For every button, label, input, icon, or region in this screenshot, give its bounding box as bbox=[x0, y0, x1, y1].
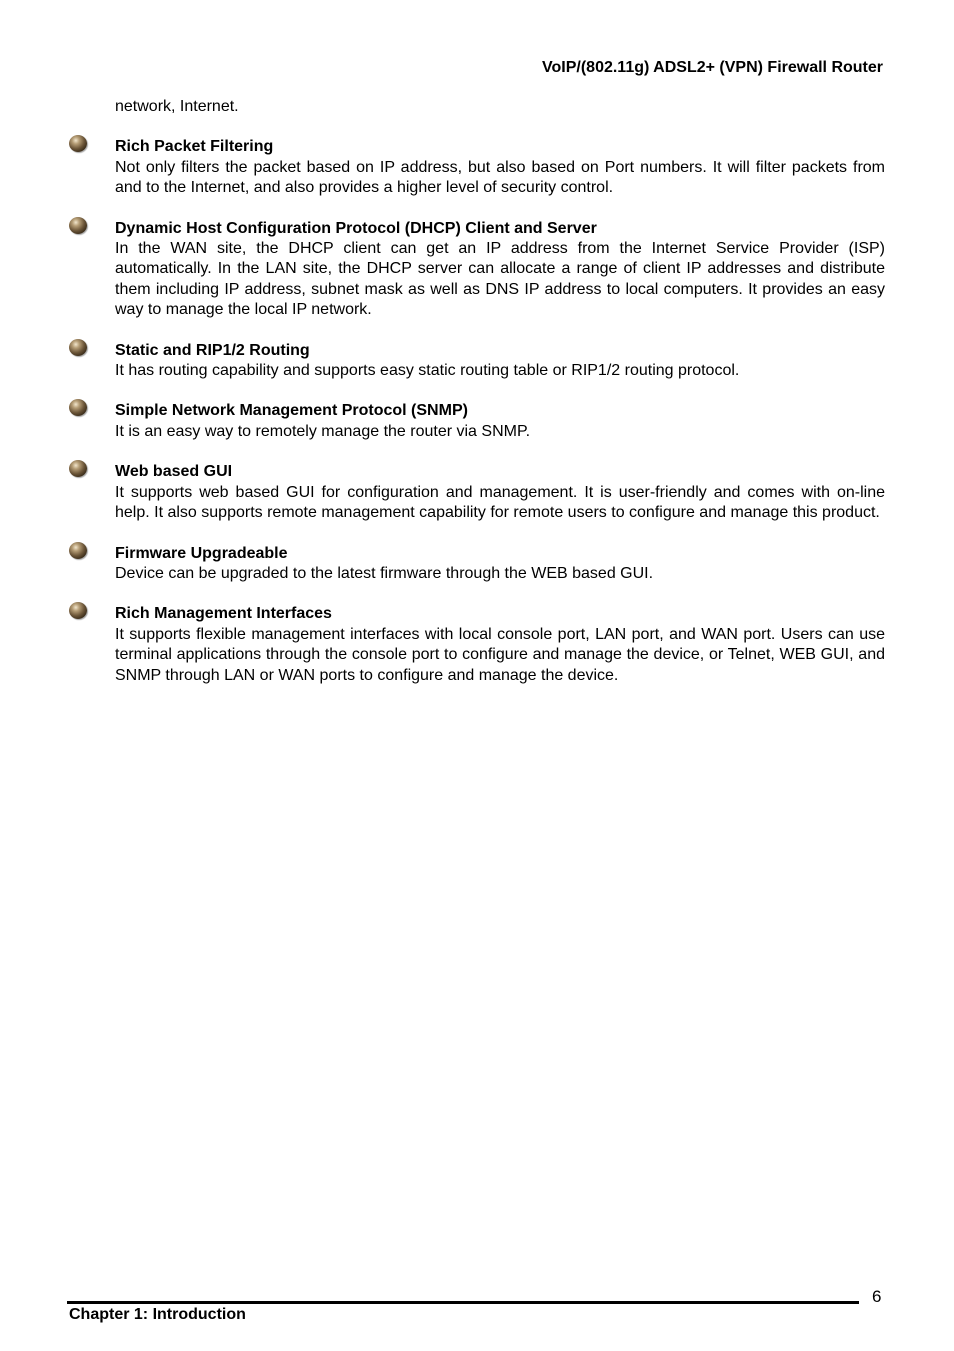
page-number: 6 bbox=[872, 1287, 882, 1306]
footer-chapter-label: Chapter 1: Introduction bbox=[69, 1306, 246, 1323]
feature-title: Firmware Upgradeable bbox=[115, 544, 288, 562]
feature-title: Static and RIP1/2 Routing bbox=[115, 341, 310, 359]
feature-description: Device can be upgraded to the latest firmware through the WEB based GUI. bbox=[115, 564, 654, 582]
footer-divider bbox=[67, 1301, 859, 1304]
feature-item bbox=[115, 137, 885, 198]
feature-description: It is an easy way to remotely manage the router via SNMP. bbox=[115, 422, 531, 440]
feature-title: Dynamic Host Configuration Protocol (DHCP) Client and Server bbox=[115, 219, 597, 237]
page-content bbox=[115, 97, 885, 706]
feature-description: In the WAN site, the DHCP client can get an IP address from the Internet Service Provider (ISP) automatically. In the LAN site, the DHCP server can allocate a range of client IP addresses and distribute them including IP address, subnet mask as well as DNS IP address to local computers. It provides an easy way to manage the local IP network. bbox=[115, 240, 885, 319]
feature-title: Simple Network Management Protocol (SNMP) bbox=[115, 402, 468, 420]
bullet-sphere-icon bbox=[69, 135, 87, 152]
intro-text: network, Internet. bbox=[115, 98, 239, 115]
bullet-sphere-icon bbox=[69, 339, 87, 356]
running-header: VoIP/(802.11g) ADSL2+ (VPN) Firewall Router bbox=[542, 59, 883, 76]
bullet-sphere-icon bbox=[69, 217, 87, 234]
feature-description: Not only filters the packet based on IP address, but also based on Port numbers. It will filter packets from and to the Internet, and also provides a higher level of security control. bbox=[115, 158, 885, 197]
feature-title: Web based GUI bbox=[115, 463, 233, 481]
bullet-sphere-icon bbox=[69, 399, 87, 416]
feature-title: Rich Management Interfaces bbox=[115, 605, 332, 623]
bullet-sphere-icon bbox=[69, 542, 87, 559]
feature-item bbox=[115, 341, 885, 382]
feature-item bbox=[115, 604, 885, 686]
bullet-sphere-icon bbox=[69, 602, 87, 619]
feature-item bbox=[115, 544, 885, 585]
feature-description: It supports web based GUI for configuration and management. It is user-friendly and comes with on-line help. It also supports remote management capability for remote users to configure and manage this product. bbox=[115, 483, 885, 522]
bullet-sphere-icon bbox=[69, 460, 87, 477]
feature-item bbox=[115, 219, 885, 321]
feature-item bbox=[115, 401, 885, 442]
feature-description: It supports flexible management interfaces with local console port, LAN port, and WAN port. Users can use terminal applications through the console port to configure and manage the device, or Telnet, WEB GUI, and SNMP through LAN or WAN ports to configure and manage the device. bbox=[115, 625, 885, 684]
feature-item bbox=[115, 462, 885, 523]
feature-description: It has routing capability and supports easy static routing table or RIP1/2 routing protocol. bbox=[115, 362, 740, 380]
feature-title: Rich Packet Filtering bbox=[115, 138, 274, 156]
